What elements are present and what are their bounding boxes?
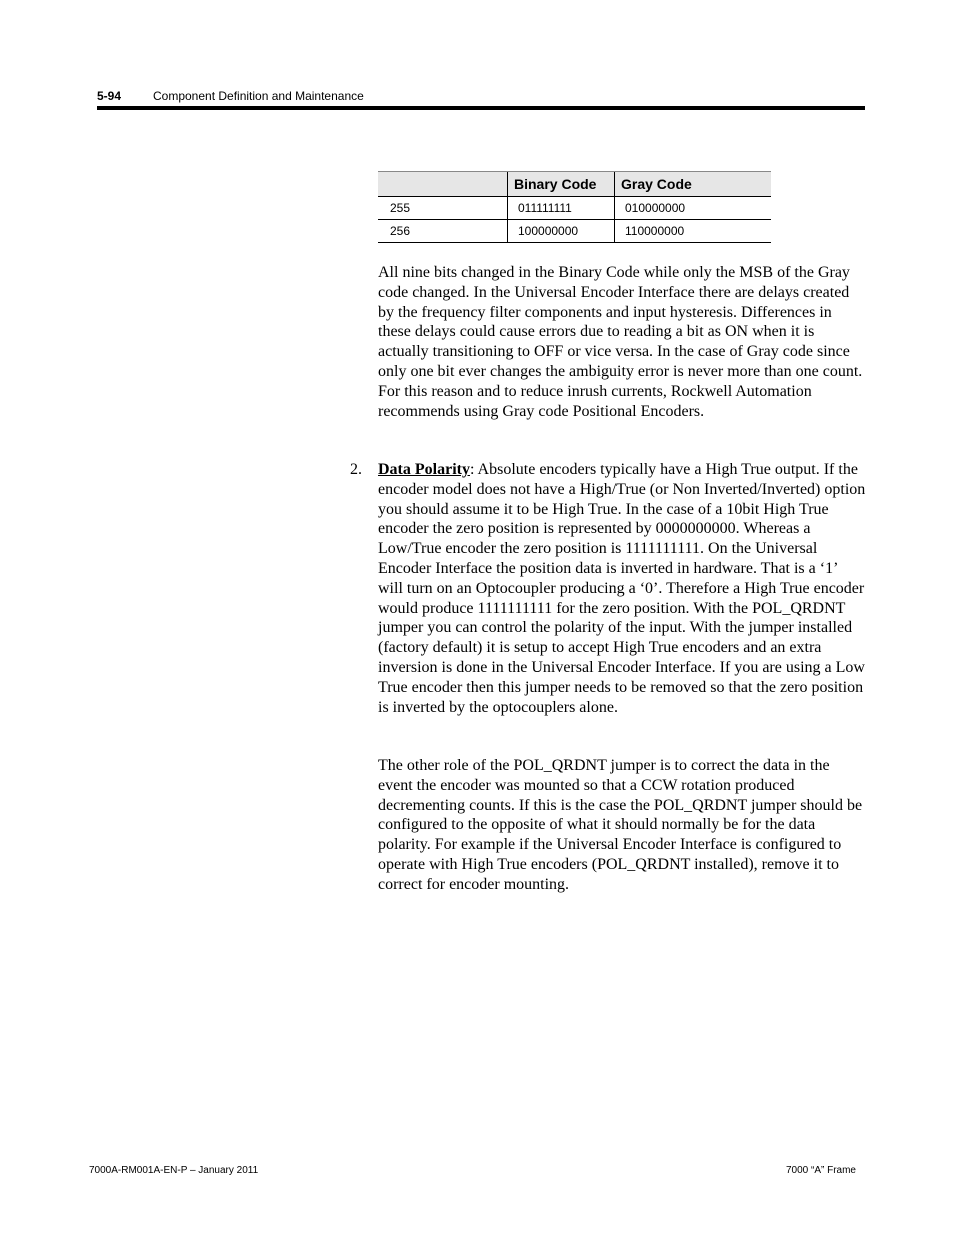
table-cell-binary: 011111111 [508, 197, 615, 220]
header-rule [97, 106, 865, 110]
table-header-gray: Gray Code [615, 172, 772, 197]
footer-publication: 7000A-RM001A-EN-P – January 2011 [89, 1165, 259, 1176]
table-header-row [378, 172, 771, 197]
table-cell-value: 256 [378, 220, 508, 243]
list-item-number: 2. [350, 461, 362, 478]
table-row [378, 197, 771, 220]
list-item-text [378, 460, 866, 717]
list-item-body: : Absolute encoders typically have a High True output. If the encoder model does not have a High/True (or Non Inverted/Inverted) option you should assume it to be High True. In the case of a 10bit High True encoder the zero position is represented by 0000000000. Whereas a Low/True encoder the zero position is 1111111111. On the Universal Encoder Interface the position data is inverted in hardware. That is a ‘1’ will turn on an Optocoupler producing a ‘0’. Therefore a High True encoder would produce 1111111111 for the zero position. With the POL_QRDNT jumper you can control the polarity of the input. With the jumper installed (factory default) it is setup to accept High True encoders and an extra inversion is done in the Universal Encoder Interface. If you are using a Low True encoder then this jumper needs to be removed so that the zero position is inverted by the optocouplers alone. [378, 461, 866, 716]
table-cell-gray: 010000000 [615, 197, 772, 220]
paragraph-gray-code: All nine bits changed in the Binary Code while only the MSB of the Gray code changed. In the Universal Encoder Interface there are delays created by the frequency filter components and input hysteresis. Differences in these delays could cause errors due to reading a bit as ON when it is actually transitioning to OFF or vice versa. In the case of Gray code since only one bit ever changes the ambiguity error is never more than one count. For this reason and to reduce inrush currents, Rockwell Automation recommends using Gray code Positional Encoders. [378, 264, 863, 420]
paragraph-pol-qrdnt: The other role of the POL_QRDNT jumper is to correct the data in the event the encoder was mounted so that a CCW rotation produced decrementing counts. If this is the case the POL_QRDNT jumper should be configured to the opposite of what it should normally be for the data polarity. For example if the Universal Encoder Interface is configured to operate with High True encoders (POL_QRDNT installed), remove it to correct for encoder mounting. [378, 757, 863, 893]
page-number: 5-94 [97, 89, 122, 103]
table-cell-gray: 110000000 [615, 220, 772, 243]
code-comparison-table [378, 171, 771, 243]
table-row [378, 220, 771, 243]
footer-product: 7000 “A” Frame [785, 1165, 856, 1176]
table-cell-value: 255 [378, 197, 508, 220]
table-cell-binary: 100000000 [508, 220, 615, 243]
table-header-blank [378, 172, 508, 197]
section-title: Component Definition and Maintenance [153, 89, 364, 103]
table-header-binary: Binary Code [508, 172, 615, 197]
term-data-polarity: Data Polarity [378, 461, 470, 478]
page-header [97, 88, 865, 108]
